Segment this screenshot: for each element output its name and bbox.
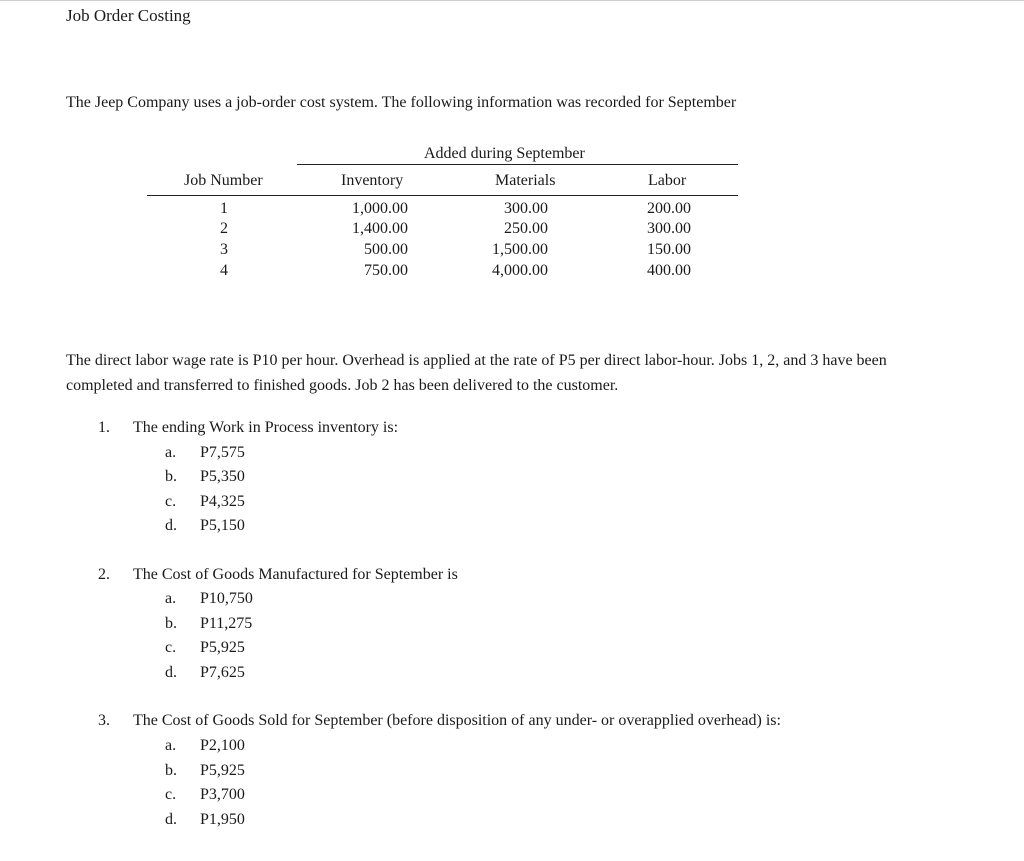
question-number: 1. [98, 419, 110, 436]
option-letter: d. [165, 811, 177, 828]
option-value[interactable]: P4,325 [200, 493, 245, 510]
option-letter: d. [165, 517, 177, 534]
cell-inventory: 1,400.00 [352, 220, 408, 237]
table-group-header: Added during September [424, 145, 585, 162]
option-value[interactable]: P5,925 [200, 639, 245, 656]
cell-job: 2 [220, 220, 228, 237]
cell-materials: 4,000.00 [492, 262, 548, 279]
page-title: Job Order Costing [66, 6, 191, 25]
option-letter: d. [165, 664, 177, 681]
column-header-rule [147, 195, 738, 196]
cell-job: 1 [220, 200, 228, 217]
option-value[interactable]: P7,625 [200, 664, 245, 681]
option-value[interactable]: P1,950 [200, 811, 245, 828]
option-letter: c. [165, 493, 177, 510]
option-letter: b. [165, 762, 177, 779]
option-value[interactable]: P3,700 [200, 786, 245, 803]
cell-inventory: 1,000.00 [352, 200, 408, 217]
option-value[interactable]: P10,750 [200, 590, 253, 607]
col-header-inventory: Inventory [341, 172, 404, 189]
top-border [0, 0, 1024, 1]
question-text: The ending Work in Process inventory is: [133, 419, 399, 436]
cell-materials: 250.00 [504, 220, 548, 237]
option-letter: c. [165, 639, 177, 656]
option-value[interactable]: P5,350 [200, 468, 245, 485]
question-number: 2. [98, 566, 110, 583]
option-letter: a. [165, 737, 177, 754]
option-value[interactable]: P5,925 [200, 762, 245, 779]
col-header-job-number: Job Number [184, 172, 263, 189]
question-number: 3. [98, 712, 110, 729]
problem-paragraph: The direct labor wage rate is P10 per hour. Overhead is applied at the rate of P5 per direct labor-hour. Jobs 1, 2, and 3 have been completed and transferred to finished goods. Job 2 has been delivered to the customer. [66, 352, 887, 394]
question-text: The Cost of Goods Sold for September (before disposition of any under- or overapplied overhead) is: [133, 712, 781, 729]
cell-labor: 400.00 [647, 262, 691, 279]
col-header-labor: Labor [648, 172, 687, 189]
cell-job: 4 [220, 262, 228, 279]
col-header-materials: Materials [495, 172, 556, 189]
option-value[interactable]: P2,100 [200, 737, 245, 754]
intro-text: The Jeep Company uses a job-order cost system. The following information was recorded for September [66, 94, 737, 111]
option-letter: b. [165, 468, 177, 485]
option-value[interactable]: P5,150 [200, 517, 245, 534]
cell-inventory: 500.00 [364, 241, 408, 258]
option-letter: c. [165, 786, 177, 803]
cell-materials: 300.00 [504, 200, 548, 217]
option-value[interactable]: P11,275 [200, 615, 253, 632]
question-text: The Cost of Goods Manufactured for September is [133, 566, 458, 583]
option-value[interactable]: P7,575 [200, 444, 245, 461]
option-letter: b. [165, 615, 177, 632]
cell-job: 3 [220, 241, 228, 258]
cell-labor: 200.00 [647, 200, 691, 217]
group-header-rule [297, 164, 738, 165]
cell-labor: 300.00 [647, 220, 691, 237]
option-letter: a. [165, 590, 177, 607]
cell-materials: 1,500.00 [492, 241, 548, 258]
option-letter: a. [165, 444, 177, 461]
cell-inventory: 750.00 [364, 262, 408, 279]
cell-labor: 150.00 [647, 241, 691, 258]
